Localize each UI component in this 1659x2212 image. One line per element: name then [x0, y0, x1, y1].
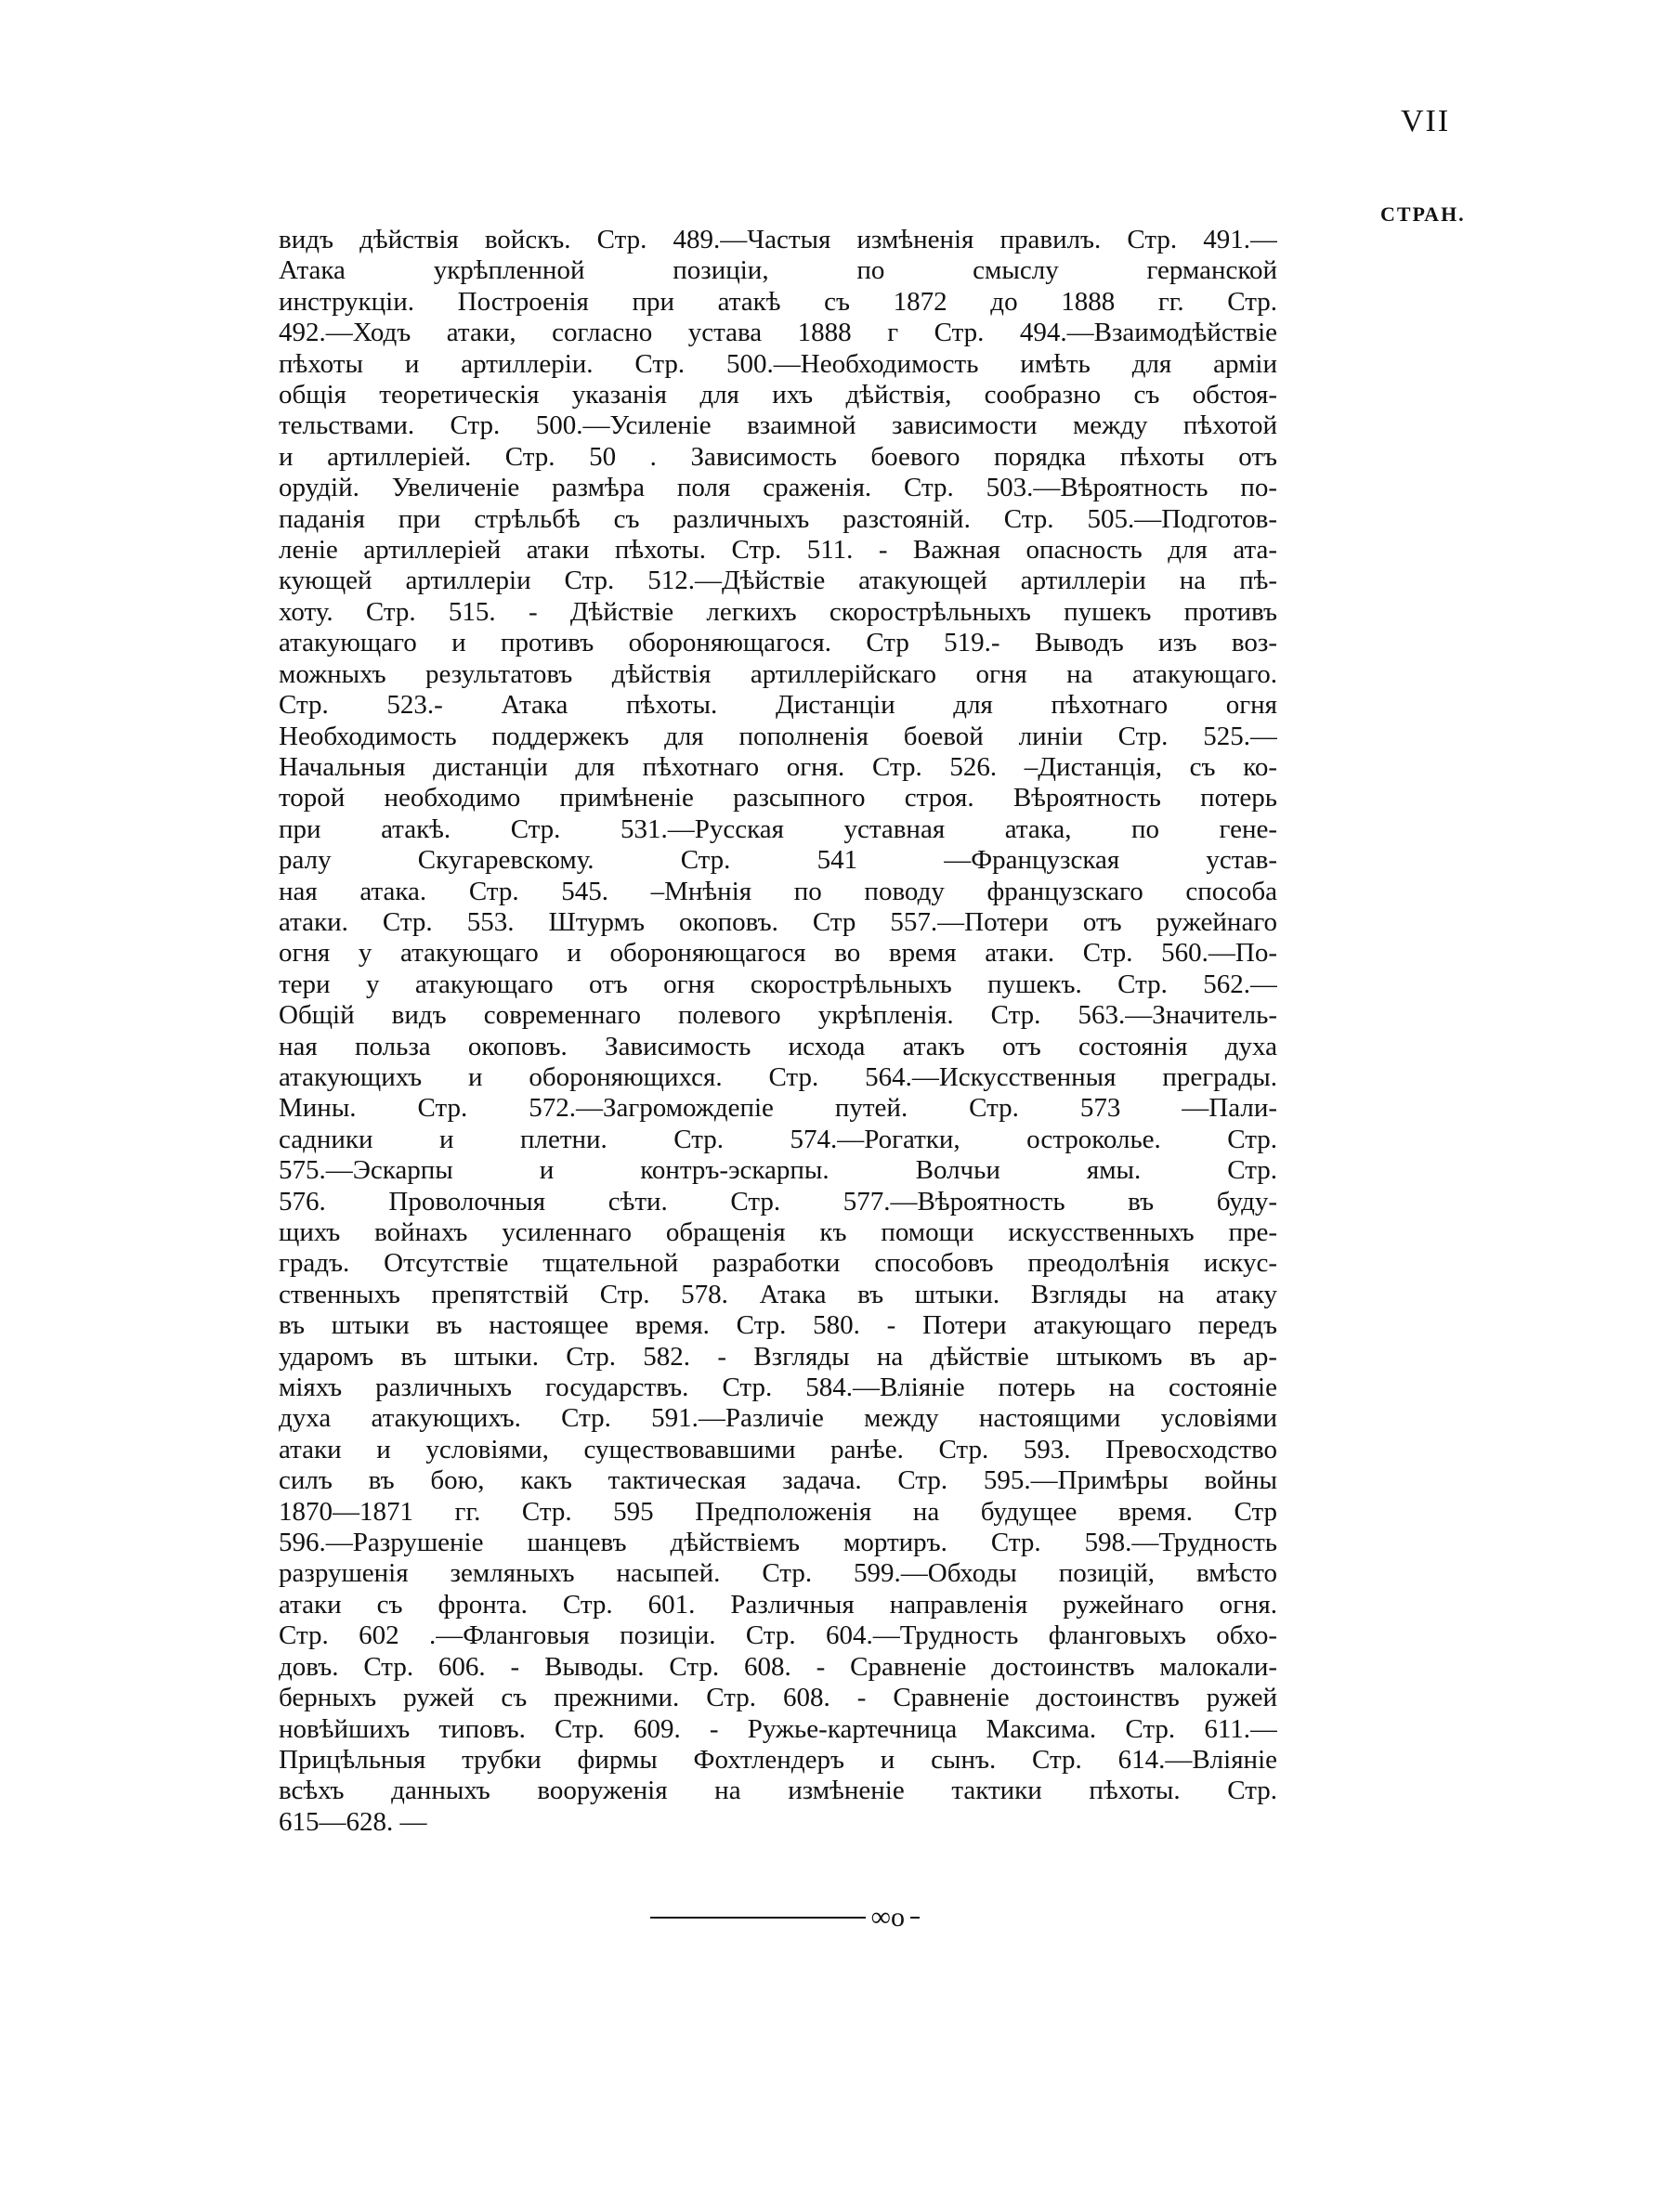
- text-line: новѣйшихъ типовъ. Стр. 609. - Ружье-картечница Максима. Стр. 611.—: [279, 1713, 1277, 1744]
- text-line: можныхъ результатовъ дѣйствія артиллерійскаго огня на атакующаго.: [279, 658, 1277, 689]
- text-line: Общій видъ современнаго полевого укрѣпленія. Стр. 563.—Значитель-: [279, 1000, 1277, 1031]
- text-line: паданія при стрѣльбѣ съ различныхъ разстояній. Стр. 505.—Подготов-: [279, 503, 1277, 534]
- text-line: пѣхоты и артиллеріи. Стр. 500.—Необходимость имѣть для арміи: [279, 348, 1277, 379]
- text-line: въ штыки въ настоящее время. Стр. 580. - Потери атакующаго передъ: [279, 1310, 1277, 1341]
- text-line: кующей артиллеріи Стр. 512.—Дѣйствіе атакующей артиллеріи на пѣ-: [279, 566, 1277, 596]
- text-line: 596.—Разрушеніе шанцевъ дѣйствіемъ мортиръ. Стр. 598.—Трудность: [279, 1528, 1277, 1558]
- text-line: инструкціи. Построенія при атакѣ съ 1872 до 1888 гг. Стр.: [279, 286, 1277, 317]
- ornament-glyph: ∞o: [870, 1902, 905, 1932]
- text-line: тельствами. Стр. 500.—Усиленіе взаимной зависимости между пѣхотой: [279, 410, 1277, 441]
- text-line: міяхъ различныхъ государствъ. Стр. 584.—Вліяніе потерь на состояніе: [279, 1373, 1277, 1403]
- text-line: 492.—Ходъ атаки, согласно устава 1888 г Стр. 494.—Взаимодѣйствіе: [279, 318, 1277, 348]
- text-line: щихъ войнахъ усиленнаго обращенія къ помощи искусственныхъ пре-: [279, 1217, 1277, 1247]
- text-line: Мины. Стр. 572.—Загромождепіе путей. Стр. 573 —Пали-: [279, 1093, 1277, 1124]
- text-line: ная атака. Стр. 545. –Мнѣнія по поводу французскаго способа: [279, 876, 1277, 906]
- text-line: атаки и условіями, существовавшими ранѣе. Стр. 593. Превосходство: [279, 1434, 1277, 1464]
- text-line: ная польза окоповъ. Зависимость исхода атакъ отъ состоянія духа: [279, 1031, 1277, 1061]
- text-line: 1870—1871 гг. Стр. 595 Предположенія на будущее время. Стр: [279, 1496, 1277, 1527]
- text-line: Прицѣльныя трубки фирмы Фохтлендеръ и сынъ. Стр. 614.—Вліяніе: [279, 1744, 1277, 1775]
- ornament-rule: [650, 1917, 866, 1919]
- text-line: довъ. Стр. 606. - Выводы. Стр. 608. - Сравненіе достоинствъ малокали-: [279, 1651, 1277, 1682]
- text-line: и артиллеріей. Стр. 50 . Зависимость боевого порядка пѣхоты отъ: [279, 441, 1277, 472]
- end-ornament: [650, 1904, 920, 1932]
- text-line: ственныхъ препятствій Стр. 578. Атака въ штыки. Взгляды на атаку: [279, 1279, 1277, 1309]
- text-line: ударомъ въ штыки. Стр. 582. - Взгляды на дѣйствіе штыкомъ въ ар-: [279, 1341, 1277, 1372]
- text-line: 576. Проволочныя сѣти. Стр. 577.—Вѣроятность въ буду-: [279, 1186, 1277, 1217]
- text-line: леніе артиллеріей атаки пѣхоты. Стр. 511. - Важная опасность для ата-: [279, 535, 1277, 566]
- text-line: атаки съ фронта. Стр. 601. Различныя направленія ружейнаго огня.: [279, 1589, 1277, 1620]
- text-line: при атакѣ. Стр. 531.—Русская уставная атака, по гене-: [279, 813, 1277, 844]
- text-line: общія теоретическія указанія для ихъ дѣйствія, сообразно съ обстоя-: [279, 380, 1277, 410]
- text-line: ралу Скугаревскому. Стр. 541 —Французская устав-: [279, 845, 1277, 876]
- text-line: Начальныя дистанціи для пѣхотнаго огня. Стр. 526. –Дистанція, съ ко-: [279, 751, 1277, 782]
- text-line: Атака укрѣпленной позиціи, по смыслу германской: [279, 255, 1277, 286]
- text-line: Стр. 602 .—Фланговыя позиціи. Стр. 604.—Трудность фланговыхъ обхо-: [279, 1620, 1277, 1651]
- text-line: 615—628. —: [279, 1806, 427, 1837]
- text-line: градъ. Отсутствіе тщательной разработки способовъ преодолѣнія искус-: [279, 1248, 1277, 1279]
- text-line: торой необходимо примѣненіе разсыпного строя. Вѣроятность потерь: [279, 783, 1277, 813]
- text-line: садники и плетни. Стр. 574.—Рогатки, остроколье. Стр.: [279, 1124, 1277, 1154]
- ornament-dash: [910, 1917, 920, 1919]
- text-line: всѣхъ данныхъ вооруженія на измѣненіе тактики пѣхоты. Стр.: [279, 1776, 1277, 1806]
- table-of-contents-text: [279, 225, 1277, 1838]
- text-line: духа атакующихъ. Стр. 591.—Различіе между настоящими условіями: [279, 1403, 1277, 1434]
- text-line: атакующихъ и обороняющихся. Стр. 564.—Искусственныя преграды.: [279, 1061, 1277, 1092]
- text-line: хоту. Стр. 515. - Дѣйствіе легкихъ скорострѣльныхъ пушекъ противъ: [279, 596, 1277, 627]
- text-line: силъ въ бою, какъ тактическая задача. Стр. 595.—Примѣры войны: [279, 1465, 1277, 1496]
- text-line: разрушенія земляныхъ насыпей. Стр. 599.—Обходы позицій, вмѣсто: [279, 1558, 1277, 1589]
- text-line: тери у атакующаго отъ огня скорострѣльныхъ пушекъ. Стр. 562.—: [279, 969, 1277, 999]
- text-line: орудій. Увеличеніе размѣра поля сраженія. Стр. 503.—Вѣроятность по-: [279, 473, 1277, 503]
- text-line: Стр. 523.- Атака пѣхоты. Дистанціи для пѣхотнаго огня: [279, 690, 1277, 721]
- text-line: атаки. Стр. 553. Штурмъ окоповъ. Стр 557.—Потери отъ ружейнаго: [279, 906, 1277, 937]
- text-line: атакующаго и противъ обороняющагося. Стр 519.- Выводъ изъ воз-: [279, 628, 1277, 658]
- page-number: VII: [1401, 104, 1451, 138]
- text-line: 575.—Эскарпы и контръ-эскарпы. Волчьи ямы. Стр.: [279, 1155, 1277, 1186]
- text-line: берныхъ ружей съ прежними. Стр. 608. - Сравненіе достоинствъ ружей: [279, 1683, 1277, 1713]
- text-line: огня у атакующаго и обороняющагося во время атаки. Стр. 560.—По-: [279, 938, 1277, 969]
- text-line: видъ дѣйствія войскъ. Стр. 489.—Частыя измѣненія правилъ. Стр. 491.—: [279, 225, 1277, 254]
- page-column-label: СТРАН.: [1380, 202, 1466, 226]
- text-line: Необходимость поддержекъ для пополненія боевой линіи Стр. 525.—: [279, 721, 1277, 751]
